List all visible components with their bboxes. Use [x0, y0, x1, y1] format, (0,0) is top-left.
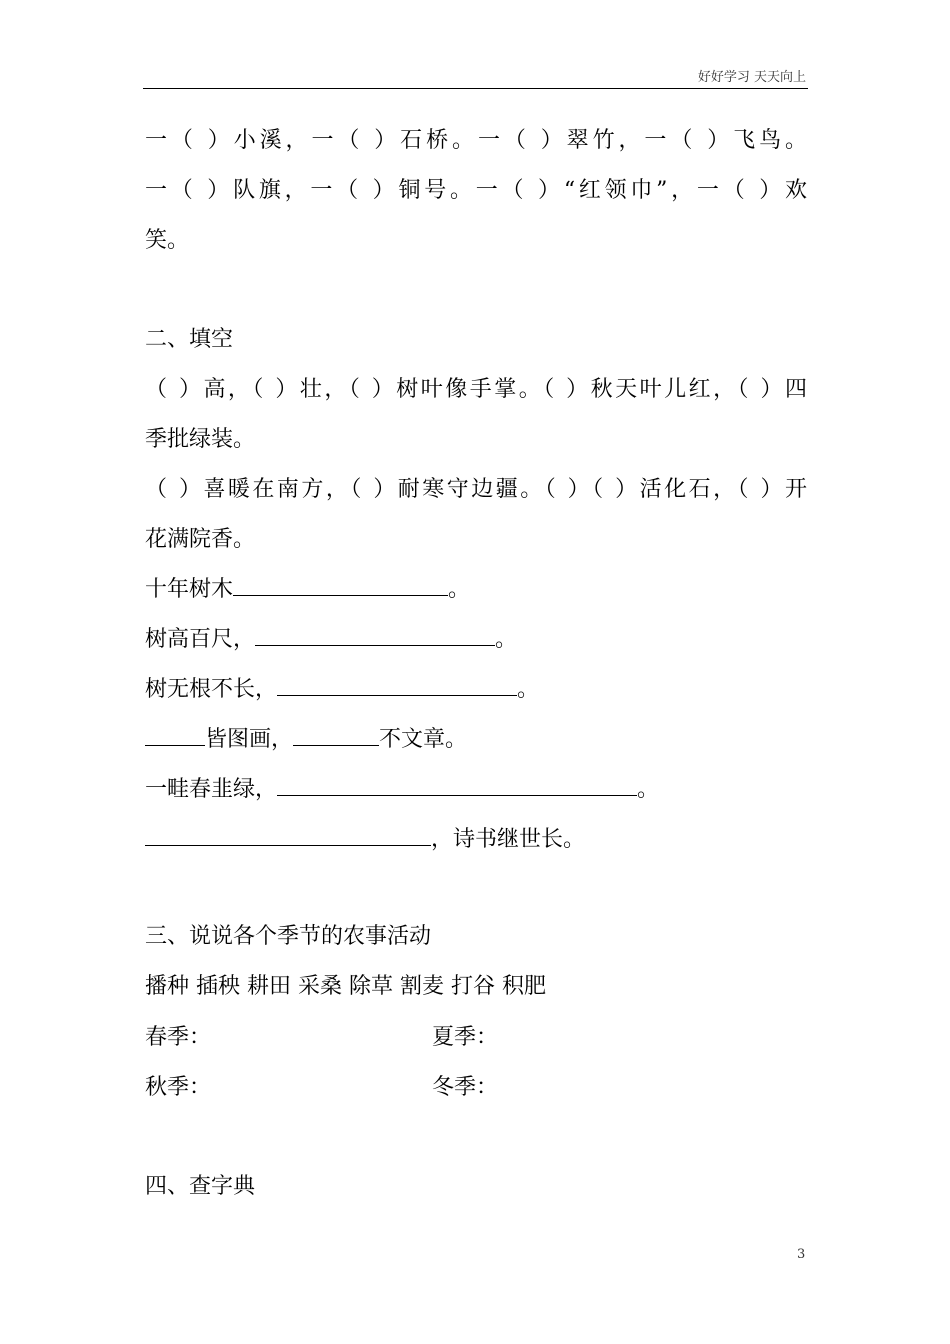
section-4-title: 四、查字典	[145, 1174, 256, 1199]
measure-word-line-1: 一（ ）小溪，一（ ）石桥。一（ ）翠竹，一（ ）飞鸟。	[145, 128, 807, 153]
winter-label: 冬季：	[432, 1075, 499, 1100]
proverb-5-prefix: 一畦春韭绿，	[145, 777, 278, 802]
page-number: 3	[797, 1247, 806, 1262]
proverb-4-blank-2[interactable]	[293, 725, 379, 746]
proverb-4-mid: 皆图画，	[205, 727, 294, 752]
fill-line-3: （ ）喜暖在南方，（ ）耐寒守边疆。（ ）（ ）活化石，（ ）开	[145, 477, 807, 502]
spring-label: 春季：	[145, 1025, 212, 1050]
proverb-5-blank[interactable]	[277, 775, 637, 796]
proverb-item-4	[145, 725, 807, 755]
measure-word-line-3: 笑。	[145, 228, 190, 253]
season-row-1	[145, 1023, 807, 1053]
proverb-item-6	[145, 825, 807, 855]
proverb-item-3	[145, 675, 807, 705]
proverb-item-5	[145, 775, 807, 805]
section-2-title: 二、填空	[145, 327, 234, 352]
measure-word-line-2: 一（ ）队旗，一（ ）铜号。一（ ）“红领巾”，一（ ）欢	[145, 178, 807, 203]
proverb-6-suffix: ，诗书继世长。	[431, 827, 586, 852]
proverb-5-suffix: 。	[637, 777, 660, 802]
season-row-2	[145, 1073, 807, 1103]
proverb-3-blank[interactable]	[277, 675, 517, 696]
proverb-6-blank[interactable]	[145, 825, 431, 846]
proverb-2-blank[interactable]	[255, 625, 495, 646]
page-header	[143, 62, 808, 89]
proverb-1-prefix: 十年树木	[145, 577, 234, 602]
header-motto: 好好学习 天天向上	[697, 70, 806, 85]
farm-activity-words: 播种 插秧 耕田 采桑 除草 割麦 打谷 积肥	[145, 974, 546, 999]
proverb-2-prefix: 树高百尺，	[145, 627, 256, 652]
proverb-4-blank-1[interactable]	[145, 725, 205, 746]
proverb-item-2	[145, 625, 807, 655]
proverb-item-1	[145, 575, 807, 605]
proverb-3-prefix: 树无根不长，	[145, 677, 278, 702]
proverb-1-blank[interactable]	[233, 575, 448, 596]
proverb-1-suffix: 。	[448, 577, 471, 602]
fill-line-2: 季批绿装。	[145, 427, 256, 452]
section-3-title: 三、说说各个季节的农事活动	[145, 924, 432, 949]
fill-line-4: 花满院香。	[145, 527, 256, 552]
summer-label: 夏季：	[432, 1025, 499, 1050]
autumn-label: 秋季：	[145, 1075, 212, 1100]
fill-line-1: （ ）高，（ ）壮，（ ）树叶像手掌。（ ）秋天叶儿红，（ ）四	[145, 377, 807, 402]
proverb-3-suffix: 。	[517, 677, 540, 702]
proverb-2-suffix: 。	[495, 627, 518, 652]
proverb-4-suffix: 不文章。	[379, 727, 468, 752]
